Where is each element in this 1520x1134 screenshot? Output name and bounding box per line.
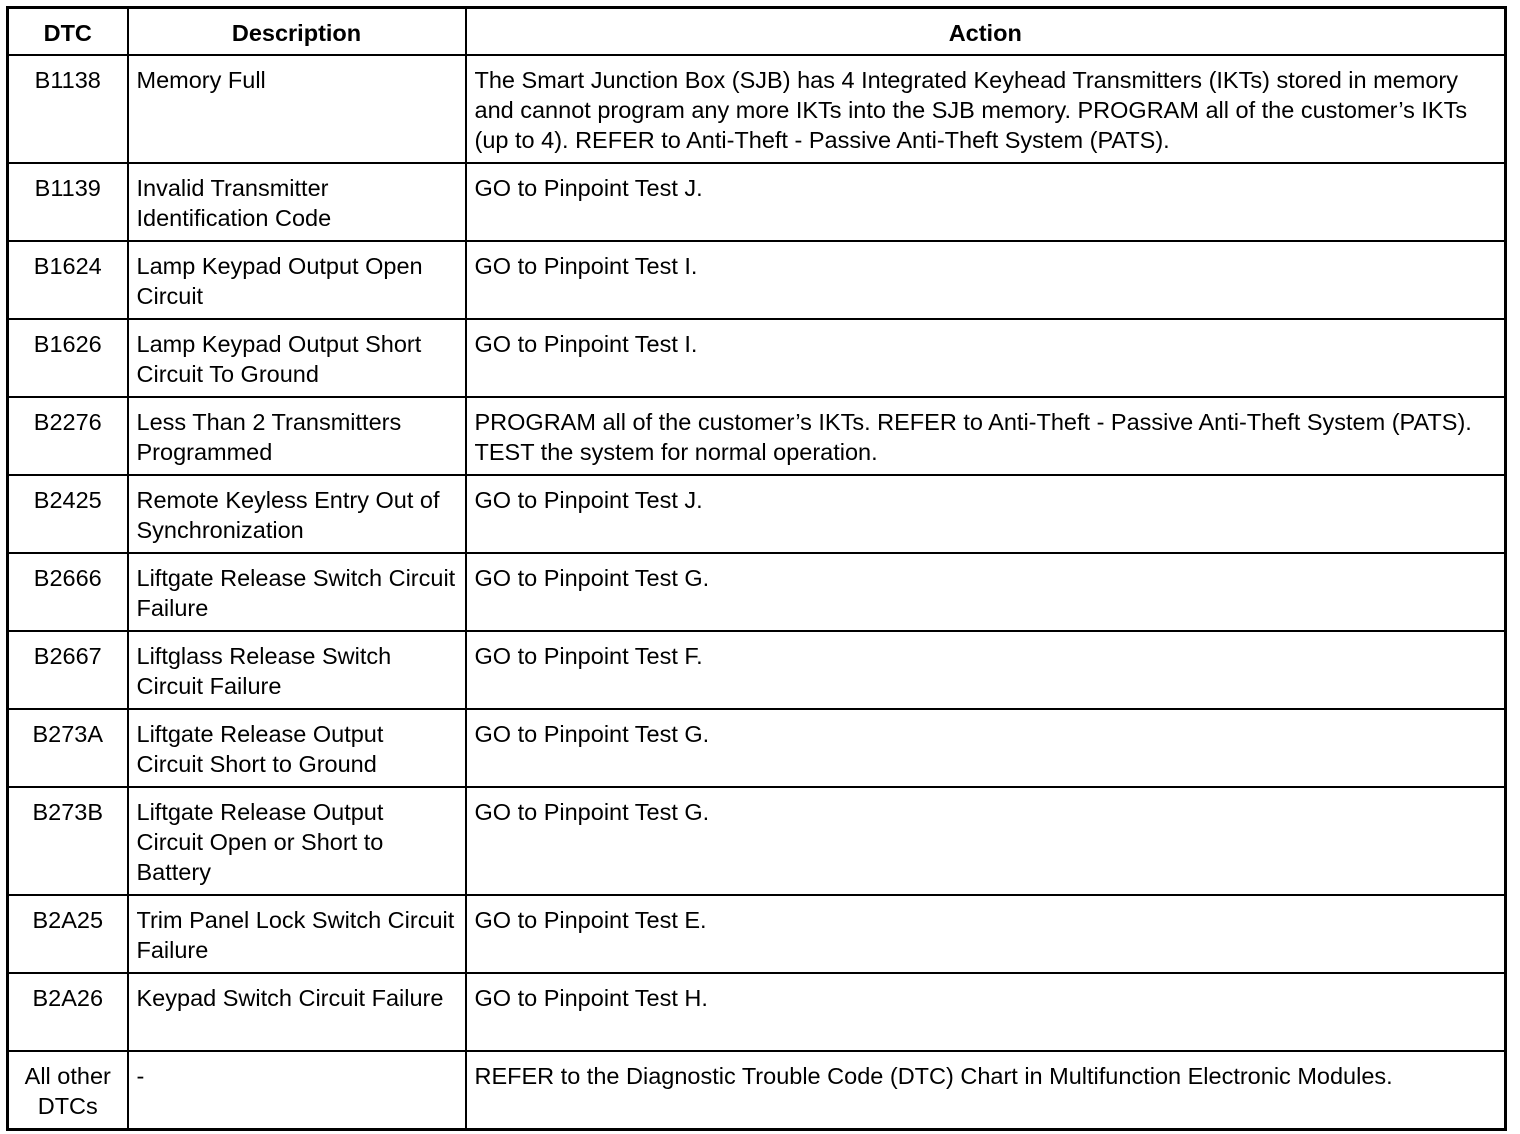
action-cell: GO to Pinpoint Test I. xyxy=(466,319,1506,397)
dtc-table xyxy=(6,6,1507,1131)
table-row xyxy=(8,631,1506,709)
table-row xyxy=(8,55,1506,163)
action-cell: GO to Pinpoint Test E. xyxy=(466,895,1506,973)
description-cell: - xyxy=(128,1051,466,1130)
action-cell: GO to Pinpoint Test F. xyxy=(466,631,1506,709)
table-row xyxy=(8,241,1506,319)
dtc-code-cell: B2A25 xyxy=(8,895,128,973)
description-cell: Invalid Transmitter Identification Code xyxy=(128,163,466,241)
dtc-code-cell: B273B xyxy=(8,787,128,895)
description-cell: Lamp Keypad Output Short Circuit To Ground xyxy=(128,319,466,397)
table-row xyxy=(8,553,1506,631)
dtc-code-cell: All other DTCs xyxy=(8,1051,128,1130)
action-cell: GO to Pinpoint Test G. xyxy=(466,787,1506,895)
table-header xyxy=(8,8,1506,56)
dtc-code-cell: B2276 xyxy=(8,397,128,475)
description-cell: Liftgate Release Output Circuit Open or Short to Battery xyxy=(128,787,466,895)
action-cell: GO to Pinpoint Test G. xyxy=(466,709,1506,787)
description-cell: Lamp Keypad Output Open Circuit xyxy=(128,241,466,319)
table-row xyxy=(8,709,1506,787)
action-cell: GO to Pinpoint Test J. xyxy=(466,475,1506,553)
action-cell: GO to Pinpoint Test I. xyxy=(466,241,1506,319)
description-cell: Liftgate Release Output Circuit Short to Ground xyxy=(128,709,466,787)
header-dtc: DTC xyxy=(8,8,128,56)
table-row xyxy=(8,163,1506,241)
dtc-code-cell: B1139 xyxy=(8,163,128,241)
dtc-code-cell: B1626 xyxy=(8,319,128,397)
dtc-code-cell: B2666 xyxy=(8,553,128,631)
table-row xyxy=(8,1051,1506,1130)
action-cell: PROGRAM all of the customer’s IKTs. REFER to Anti-Theft - Passive Anti-Theft System (PATS). TEST the system for normal operation. xyxy=(466,397,1506,475)
dtc-code-cell: B2A26 xyxy=(8,973,128,1051)
header-action: Action xyxy=(466,8,1506,56)
header-description: Description xyxy=(128,8,466,56)
action-cell: REFER to the Diagnostic Trouble Code (DTC) Chart in Multifunction Electronic Modules. xyxy=(466,1051,1506,1130)
table-row xyxy=(8,397,1506,475)
table-row xyxy=(8,973,1506,1051)
action-cell: GO to Pinpoint Test J. xyxy=(466,163,1506,241)
description-cell: Memory Full xyxy=(128,55,466,163)
dtc-code-cell: B2425 xyxy=(8,475,128,553)
description-cell: Remote Keyless Entry Out of Synchronization xyxy=(128,475,466,553)
description-cell: Less Than 2 Transmitters Programmed xyxy=(128,397,466,475)
dtc-code-cell: B273A xyxy=(8,709,128,787)
table-row xyxy=(8,475,1506,553)
table-row xyxy=(8,895,1506,973)
table-row xyxy=(8,319,1506,397)
action-cell: GO to Pinpoint Test G. xyxy=(466,553,1506,631)
header-row xyxy=(8,8,1506,56)
description-cell: Trim Panel Lock Switch Circuit Failure xyxy=(128,895,466,973)
description-cell: Keypad Switch Circuit Failure xyxy=(128,973,466,1051)
dtc-code-cell: B1624 xyxy=(8,241,128,319)
description-cell: Liftgate Release Switch Circuit Failure xyxy=(128,553,466,631)
dtc-code-cell: B2667 xyxy=(8,631,128,709)
table-body xyxy=(8,55,1506,1130)
dtc-code-cell: B1138 xyxy=(8,55,128,163)
description-cell: Liftglass Release Switch Circuit Failure xyxy=(128,631,466,709)
action-cell: GO to Pinpoint Test H. xyxy=(466,973,1506,1051)
table-row xyxy=(8,787,1506,895)
action-cell: The Smart Junction Box (SJB) has 4 Integrated Keyhead Transmitters (IKTs) stored in memory and cannot program any more IKTs into the SJB memory. PROGRAM all of the customer’s IKTs (up to 4). REFER to Anti-Theft - Passive Anti-Theft System (PATS). xyxy=(466,55,1506,163)
